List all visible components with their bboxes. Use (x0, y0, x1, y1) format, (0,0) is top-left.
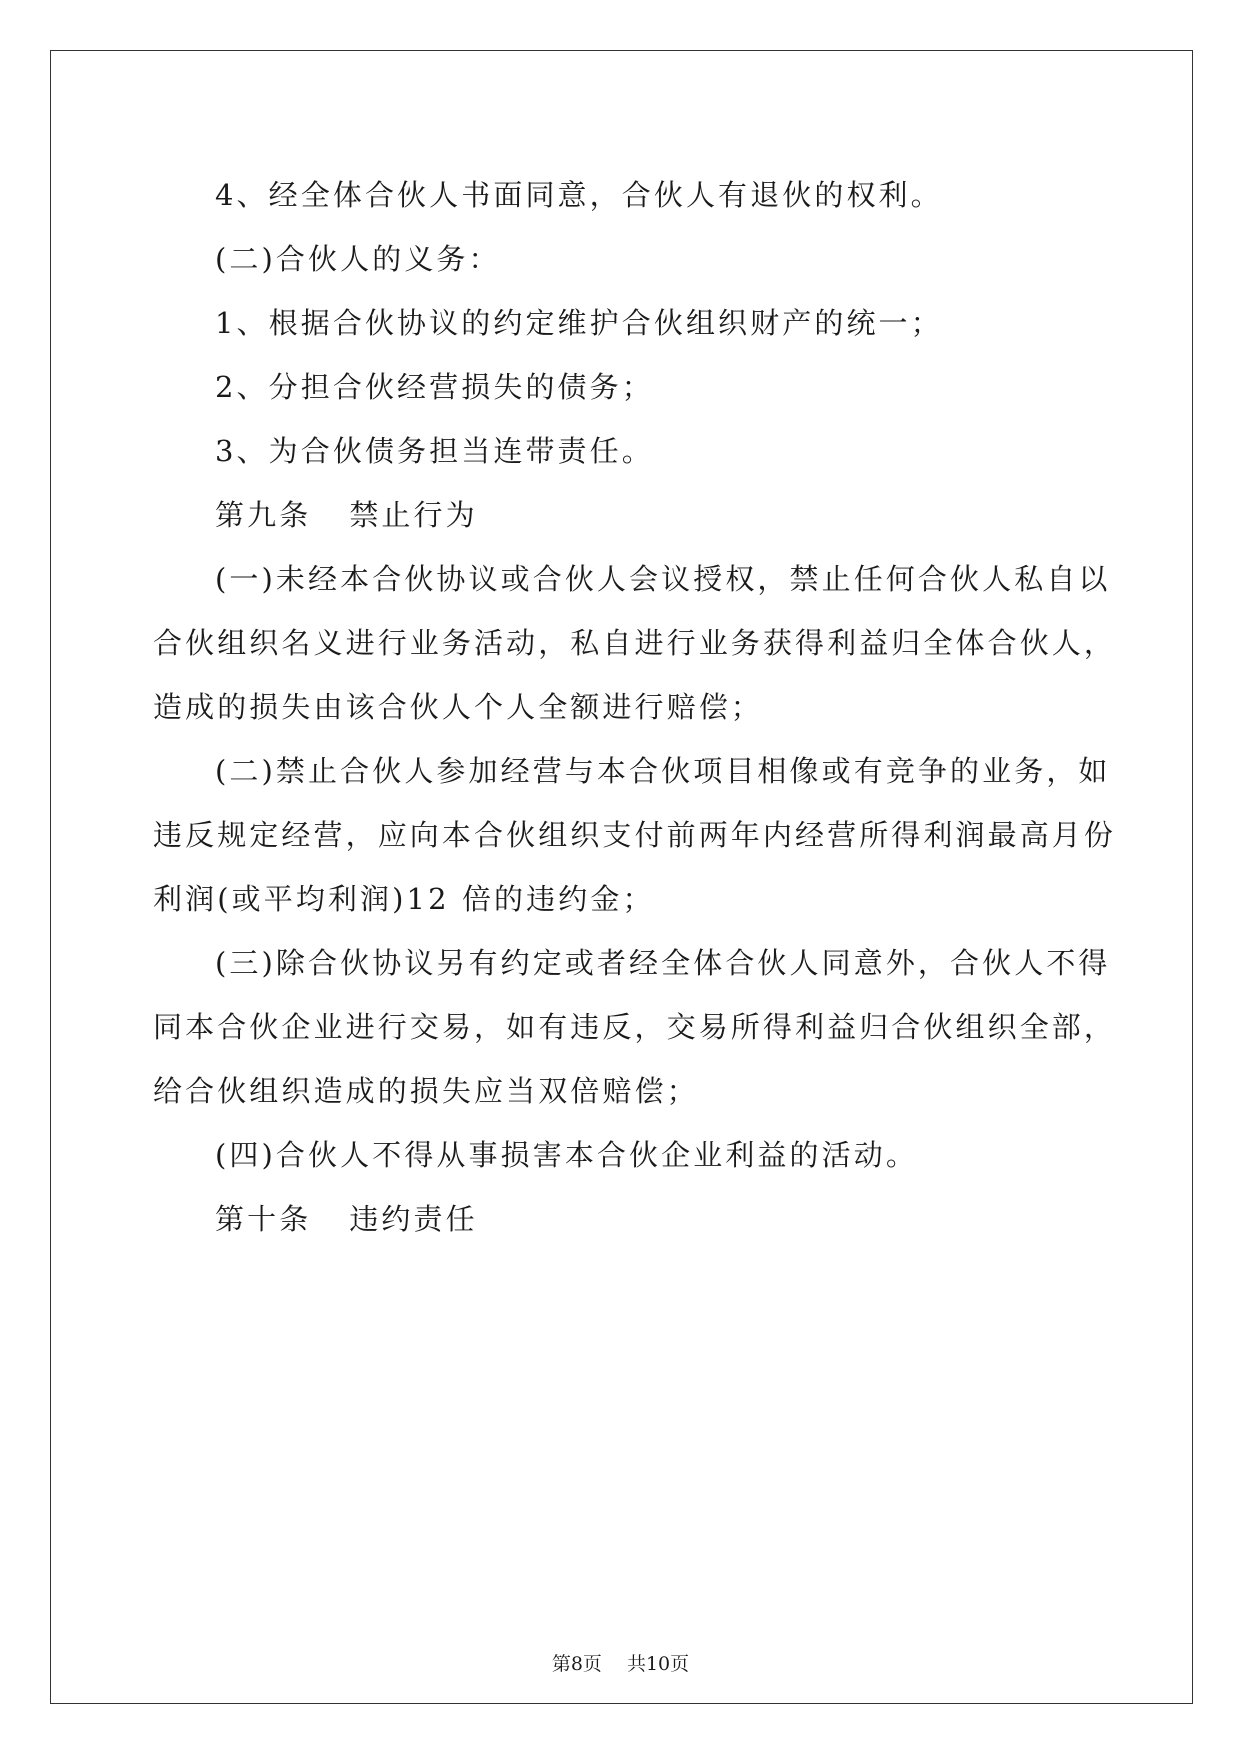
paragraph-line: (四)合伙人不得从事损害本合伙企业利益的活动。 (215, 1138, 918, 1172)
article-title: 禁止行为 (349, 498, 478, 532)
article-number: 第十条 (215, 1202, 312, 1236)
paragraph-line: (一)未经本合伙协议或合伙人会议授权，禁止任何合伙人私自以 (215, 562, 1111, 596)
paragraph-line: 违反规定经营，应向本合伙组织支付前两年内经营所得利润最高月份 (153, 818, 1117, 852)
list-item: 2、分担合伙经营损失的债务； (215, 370, 654, 404)
document-body (153, 163, 1117, 1251)
article-heading (153, 483, 1093, 547)
article-heading (153, 1187, 1093, 1251)
list-item: 1、根据合伙协议的约定维护合伙组织财产的统一； (215, 306, 943, 340)
article-title: 违约责任 (349, 1202, 478, 1236)
section-subheading: (二)合伙人的义务： (215, 242, 501, 276)
paragraph-line: 合伙组织名义进行业务活动，私自进行业务获得利益归全体合伙人， (153, 626, 1117, 660)
page-number-footer: 第8页 共10页 (551, 1653, 690, 1675)
paragraph-line: 利润(或平均利润)12 倍的违约金； (153, 882, 655, 916)
paragraph-line: (二)禁止合伙人参加经营与本合伙项目相像或有竞争的业务，如 (215, 754, 1111, 788)
paragraph-line: (三)除合伙协议另有约定或者经全体合伙人同意外，合伙人不得 (215, 946, 1111, 980)
article-number: 第九条 (215, 498, 312, 532)
paragraph-line: 给合伙组织造成的损失应当双倍赔偿； (153, 1074, 699, 1108)
list-item: 4、经全体合伙人书面同意，合伙人有退伙的权利。 (215, 178, 943, 212)
list-item: 3、为合伙债务担当连带责任。 (215, 434, 654, 468)
paragraph-line: 同本合伙企业进行交易，如有违反，交易所得利益归合伙组织全部， (153, 1010, 1117, 1044)
paragraph-line: 造成的损失由该合伙人个人全额进行赔偿； (153, 690, 763, 724)
